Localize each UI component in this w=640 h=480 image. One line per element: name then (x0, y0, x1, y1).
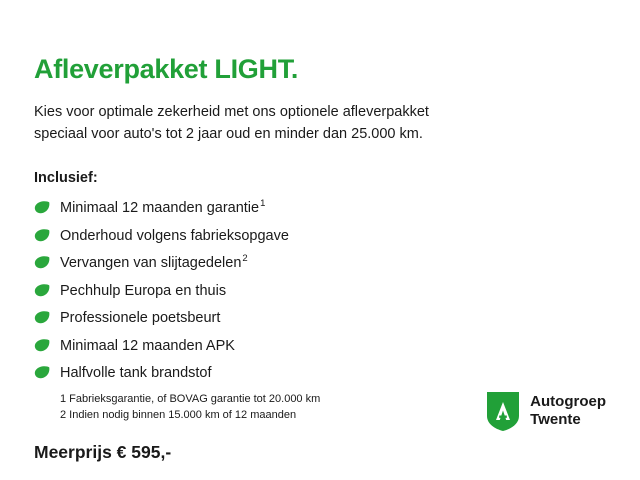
list-item (34, 221, 606, 249)
brand-name (530, 393, 606, 429)
list-item (34, 276, 606, 304)
feature-text: Minimaal 12 maanden garantie$^1$ (60, 198, 266, 217)
feature-text: Onderhoud volgens fabrieksopgave (60, 227, 289, 244)
leaf-icon (34, 229, 50, 242)
footnote-2: 2 Indien nodig binnen 15.000 km of 12 maanden (60, 409, 297, 422)
feature-text: Minimaal 12 maanden APK (60, 337, 235, 354)
page-title: Afleverpakket LIGHT. (34, 54, 299, 84)
inclusief-label: Inclusief: (34, 169, 98, 186)
feature-text: Professionele poetsbeurt (60, 310, 221, 327)
leaf-icon (34, 284, 50, 297)
list-item (34, 304, 606, 332)
list-item (34, 331, 606, 359)
shield-icon (485, 390, 521, 432)
leaf-icon (34, 201, 50, 214)
brand-logo (485, 390, 606, 432)
feature-text: Halfvolle tank brandstof (60, 365, 212, 382)
feature-text: Pechhulp Europa en thuis (60, 282, 227, 299)
feature-text: Vervangen van slijtagedelen$^2$ (60, 253, 248, 272)
intro-paragraph (34, 101, 534, 146)
list-item (34, 359, 606, 387)
intro-line-2: speciaal voor auto's tot 2 jaar oud en minder dan 25.000 km. (34, 126, 423, 143)
list-item (34, 194, 606, 222)
intro-line-1: Kies voor optimale zekerheid met ons optionele afleverpakket (34, 103, 429, 120)
brand-line-1: Autogroep (530, 393, 606, 410)
leaf-icon (34, 256, 50, 269)
leaf-icon (34, 311, 50, 324)
list-item (34, 249, 606, 277)
price-label: Meerprijs € 595,- (34, 442, 172, 462)
footnote-1: 1 Fabrieksgarantie, of BOVAG garantie tot 20.000 km (60, 393, 321, 406)
brand-line-2: Twente (530, 411, 581, 428)
features-list (34, 194, 606, 387)
leaf-icon (34, 366, 50, 379)
leaf-icon (34, 339, 50, 352)
